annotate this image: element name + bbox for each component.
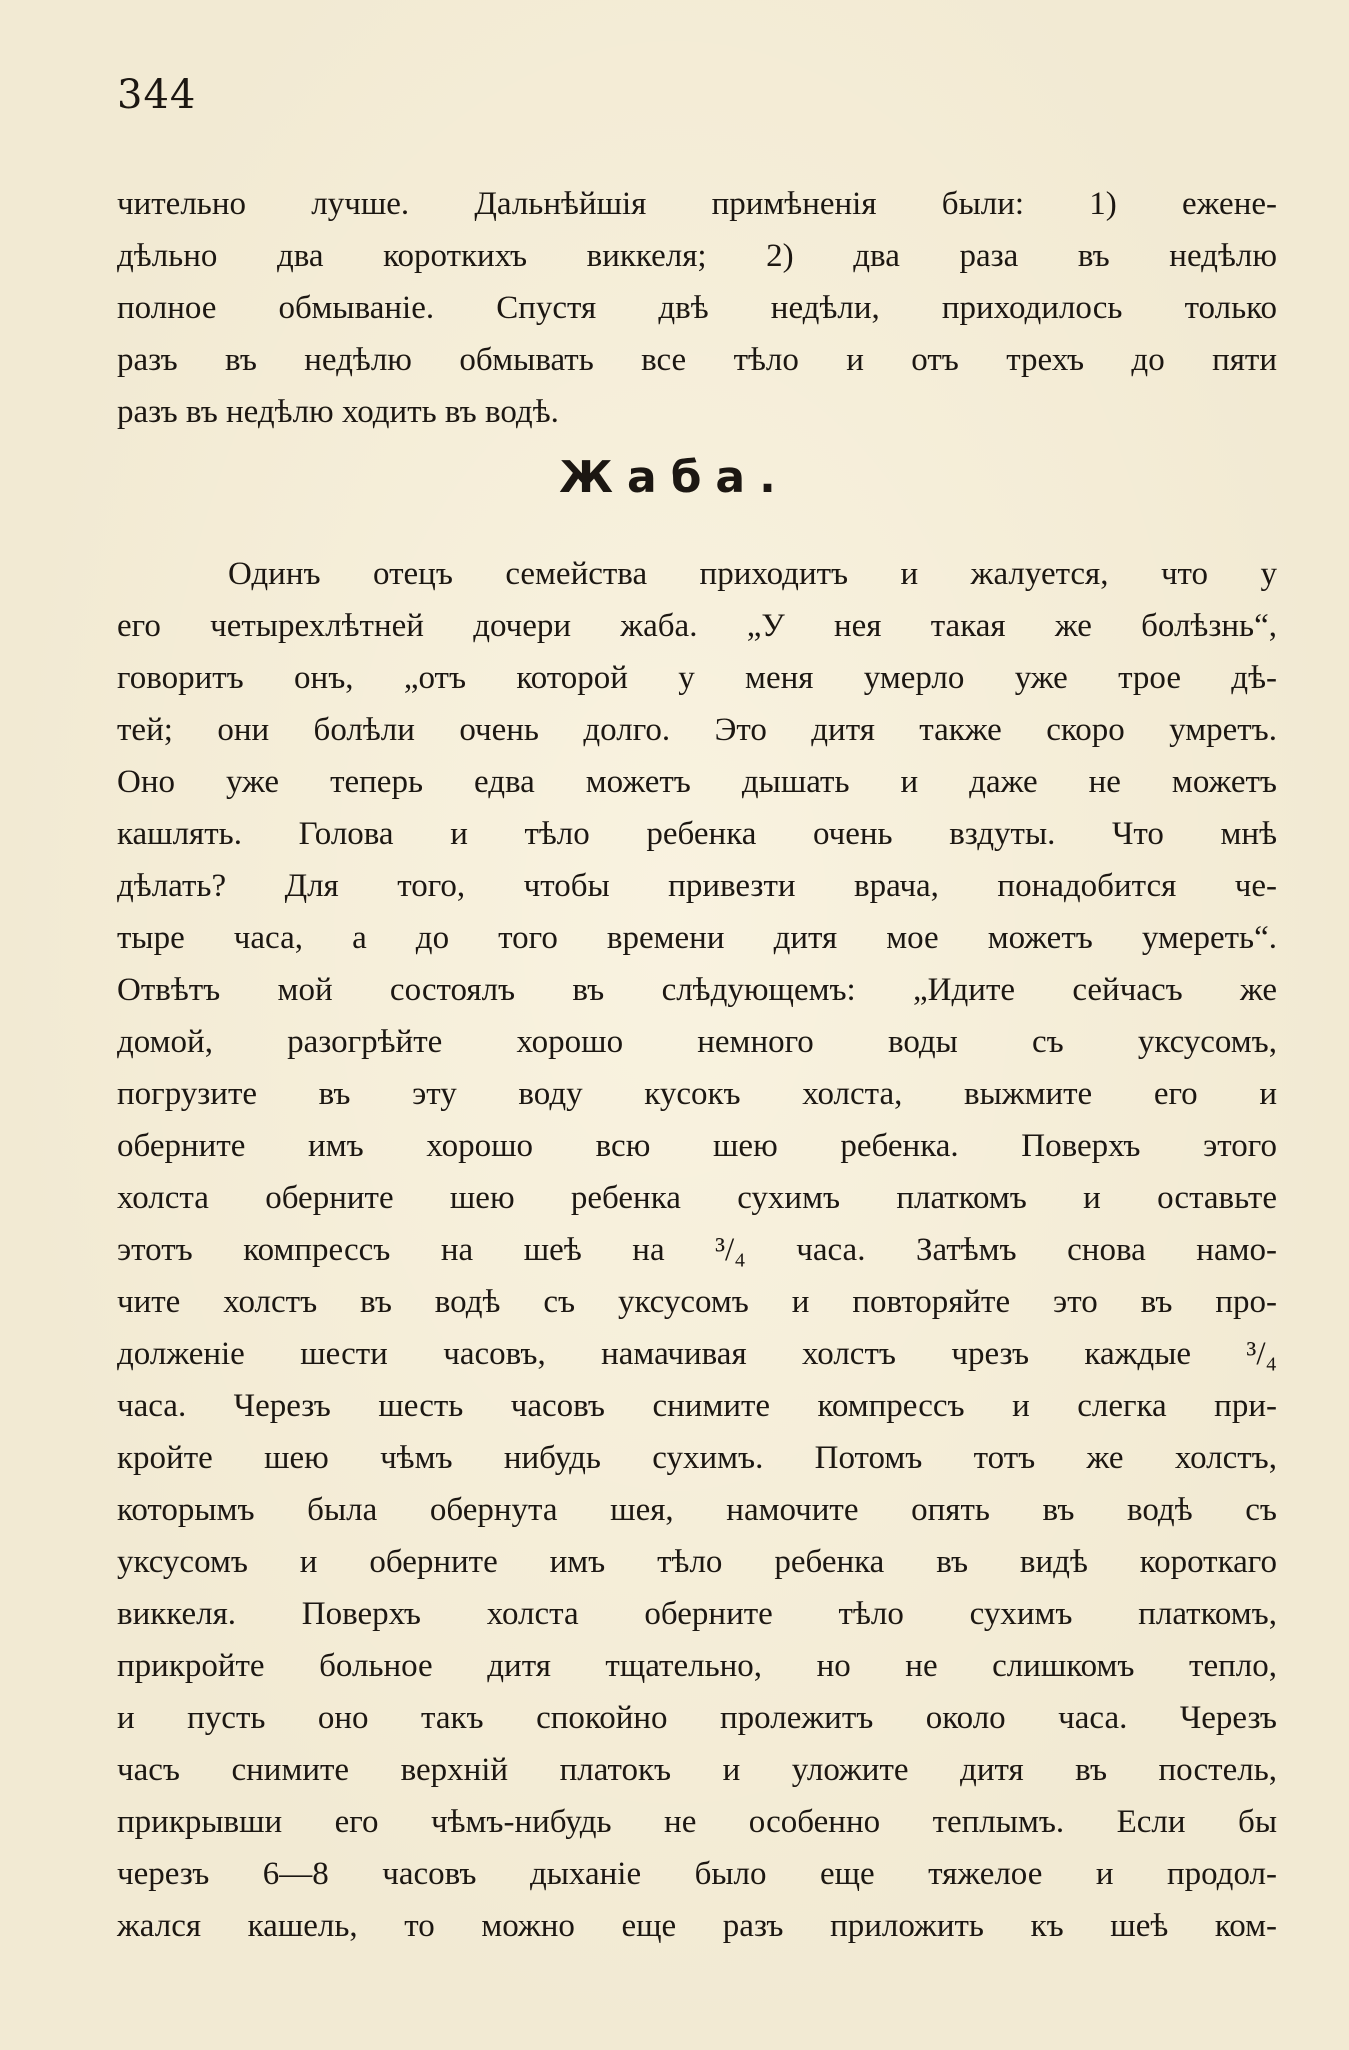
text-line: жался кашель, то можно еще разъ приложить къ шеѣ ком- [117,1908,1277,1944]
text-line: которымъ была обернута шея, намочите опять въ водѣ съ [117,1492,1277,1528]
text-line: дѣльно два короткихъ виккеля; 2) два раза въ недѣлю [117,238,1277,274]
text-line: тей; они болѣли очень долго. Это дитя также скоро умретъ. [117,712,1277,748]
text-line: кашлять. Голова и тѣло ребенка очень вздуты. Что мнѣ [117,816,1277,852]
section-heading: Жаба. [559,452,790,503]
text-line: кройте шею чѣмъ нибудь сухимъ. Потомъ тотъ же холстъ, [117,1440,1277,1476]
text-line: его четырехлѣтней дочери жаба. „У нея такая же болѣзнь“, [117,608,1277,644]
text-line: разъ въ недѣлю обмывать все тѣло и отъ трехъ до пяти [117,342,1277,378]
text-line: часа. Черезъ шесть часовъ снимите компрессъ и слегка при- [117,1388,1277,1424]
text-line: Одинъ отецъ семейства приходитъ и жалуется, что у [228,556,1277,592]
text-line: разъ въ недѣлю ходить въ водѣ. [117,394,559,430]
text-line: домой, разогрѣйте хорошо немного воды съ уксусомъ, [117,1024,1277,1060]
text-line: дѣлать? Для того, чтобы привезти врача, понадобится че- [117,868,1277,904]
text-line: прикрывши его чѣмъ-нибудь не особенно теплымъ. Если бы [117,1804,1277,1840]
text-line: виккеля. Поверхъ холста оберните тѣло сухимъ платкомъ, [117,1596,1277,1632]
text-line: полное обмываніе. Спустя двѣ недѣли, приходилось только [117,290,1277,326]
text-line: говоритъ онъ, „отъ которой у меня умерло уже трое дѣ- [117,660,1277,696]
text-line: черезъ 6—8 часовъ дыханіе было еще тяжелое и продол- [117,1856,1277,1892]
text-line: тыре часа, а до того времени дитя мое можетъ умереть“. [117,920,1277,956]
text-line: долженіе шести часовъ, намачивая холстъ чрезъ каждые ³/₄ [117,1336,1277,1372]
text-line: часъ снимите верхній платокъ и уложите дитя въ постель, [117,1752,1277,1788]
text-line: Оно уже теперь едва можетъ дышать и даже не можетъ [117,764,1277,800]
text-line: прикройте больное дитя тщательно, но не слишкомъ тепло, [117,1648,1277,1684]
text-line: уксусомъ и оберните имъ тѣло ребенка въ видѣ короткаго [117,1544,1277,1580]
text-line: чите холстъ въ водѣ съ уксусомъ и повторяйте это въ про- [117,1284,1277,1320]
text-line: чительно лучше. Дальнѣйшія примѣненія были: 1) еженe- [117,186,1277,222]
text-line: Отвѣтъ мой состоялъ въ слѣдующемъ: „Идите сейчасъ же [117,972,1277,1008]
text-line: холста оберните шею ребенка сухимъ платкомъ и оставьте [117,1180,1277,1216]
page-number: 344 [117,72,197,118]
text-line: этотъ компрессъ на шеѣ на ³/₄ часа. Затѣмъ снова намо- [117,1232,1277,1268]
text-line: и пусть оно такъ спокойно пролежитъ около часа. Черезъ [117,1700,1277,1736]
text-line: погрузите въ эту воду кусокъ холста, выжмите его и [117,1076,1277,1112]
text-line: оберните имъ хорошо всю шею ребенка. Поверхъ этого [117,1128,1277,1164]
